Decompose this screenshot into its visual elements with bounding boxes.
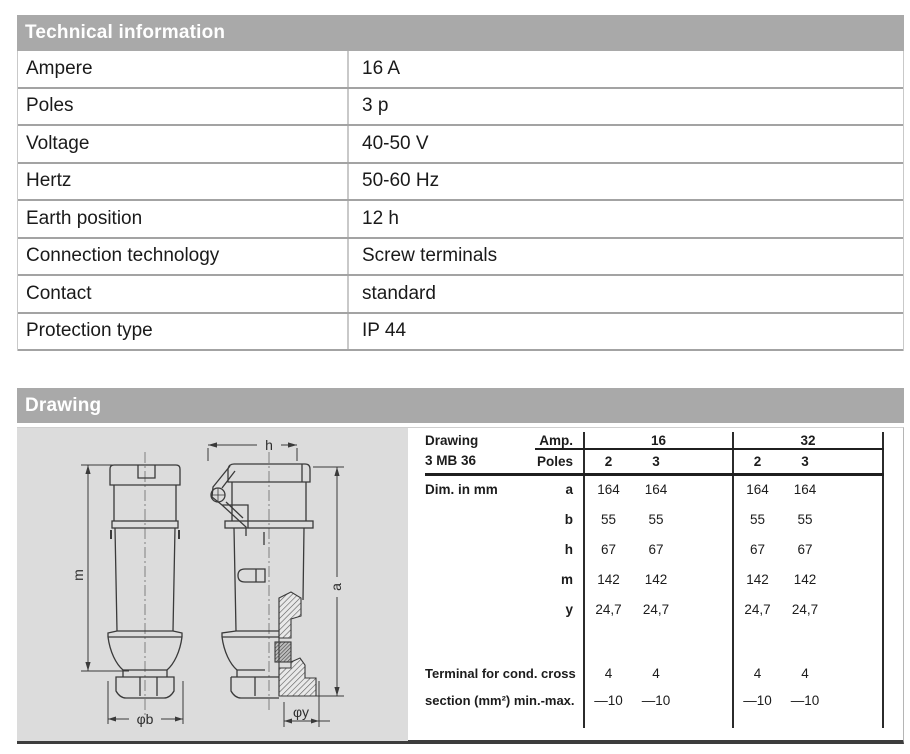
dim-value: 164: [793, 482, 817, 498]
pole-col: 2: [733, 449, 781, 474]
poles-header-row: [425, 449, 883, 474]
dim-value: 142: [733, 564, 781, 594]
dim-label-phi-b: φb: [136, 711, 154, 727]
dim-value: 24,7: [791, 601, 819, 617]
dim-row-y: [425, 594, 883, 624]
tech-info-title: Technical information: [25, 22, 226, 43]
spec-row: [18, 314, 903, 352]
dim-value: 164: [644, 482, 668, 498]
dim-row-a: [425, 474, 883, 504]
drawing-title: Drawing: [25, 395, 102, 416]
terminal-row-2: [425, 688, 883, 728]
dim-unit-label: Dim. in mm: [425, 482, 498, 498]
dim-value: 164: [584, 474, 632, 504]
dim-value: 164: [733, 474, 781, 504]
drawing-header: [17, 388, 904, 423]
spec-value: 50-60 Hz: [362, 170, 440, 192]
terminal-value: —10: [733, 688, 781, 728]
terminal-label-line2: section (mm²) min.-max.: [425, 693, 575, 708]
dim-key: a: [565, 482, 573, 498]
drawing-panel: [17, 427, 904, 744]
terminal-value: 4: [801, 665, 809, 681]
spec-label: Earth position: [18, 201, 349, 237]
terminal-label-line1: Terminal for cond. cross: [425, 665, 576, 681]
front-view-figure: [70, 452, 183, 727]
dimension-table: [425, 432, 884, 728]
dim-key: y: [565, 601, 573, 617]
spec-label: Voltage: [18, 126, 349, 162]
dim-value: 55: [797, 511, 813, 527]
dim-label-h: h: [265, 437, 273, 453]
spec-row: [18, 239, 903, 277]
model-number: 3 MB 36: [425, 449, 535, 474]
amp-group-16: 16: [584, 432, 733, 449]
dim-value: 24,7: [642, 601, 670, 617]
terminal-row-1: [425, 658, 883, 688]
dim-value: 55: [733, 504, 781, 534]
terminal-value: —10: [584, 688, 632, 728]
dim-key: h: [564, 541, 573, 557]
dimension-a: [309, 467, 344, 696]
dim-value: 142: [644, 571, 668, 587]
spec-value: 40-50 V: [362, 132, 429, 154]
dim-value: 142: [584, 564, 632, 594]
spec-value: 3 p: [362, 95, 389, 117]
terminal-value: 4: [733, 658, 781, 688]
tech-info-table: [17, 51, 904, 351]
dim-value: 67: [797, 541, 813, 557]
dim-value: 55: [584, 504, 632, 534]
dim-value: 142: [793, 571, 817, 587]
dim-value: 67: [648, 541, 664, 557]
tech-info-header: [17, 15, 904, 51]
spec-value: IP 44: [362, 320, 407, 342]
amp-header-row: [425, 432, 883, 449]
pole-col: 3: [781, 449, 829, 474]
spec-label: Protection type: [18, 314, 349, 350]
spacer-row: [425, 624, 883, 658]
poles-label: Poles: [535, 449, 584, 474]
amp-group-32: 32: [733, 432, 883, 449]
spec-row: [18, 164, 903, 202]
side-view-figure: [208, 437, 344, 727]
spec-value: Screw terminals: [362, 245, 498, 267]
figure-area: [17, 428, 408, 741]
dim-row-b: [425, 504, 883, 534]
section-cut-hatching: [275, 592, 316, 696]
spec-label: Hertz: [18, 164, 349, 200]
dim-row-m: [425, 564, 883, 594]
spec-row: [18, 201, 903, 239]
terminal-value: —10: [790, 693, 820, 708]
spec-row: [18, 276, 903, 314]
spec-value: 12 h: [362, 207, 399, 229]
drawing-label: Drawing: [425, 433, 479, 448]
dim-key: b: [564, 511, 573, 527]
dim-key: m: [560, 571, 573, 587]
dim-label-phi-y: φy: [292, 704, 310, 720]
spec-label: Ampere: [18, 51, 349, 87]
dim-value: 55: [648, 511, 664, 527]
dim-value: 24,7: [733, 594, 781, 624]
spec-row: [18, 126, 903, 164]
connector-technical-drawing: [17, 428, 408, 741]
amp-label: Amp.: [535, 432, 584, 449]
pole-col: 2: [584, 449, 632, 474]
dim-value: 67: [733, 534, 781, 564]
dimension-h: [208, 442, 297, 461]
dimension-m: [81, 465, 129, 671]
terminal-value: 4: [652, 665, 660, 681]
pole-col: 3: [632, 449, 680, 474]
spec-row: [18, 89, 903, 127]
spec-value: standard: [362, 282, 436, 304]
spec-value: 16 A: [362, 57, 401, 79]
spec-label: Contact: [18, 276, 349, 312]
dim-label-a: a: [328, 583, 344, 591]
dim-label-m: m: [70, 569, 86, 581]
terminal-value: 4: [584, 658, 632, 688]
dim-value: 67: [584, 534, 632, 564]
dim-value: 24,7: [584, 594, 632, 624]
terminal-value: —10: [641, 693, 671, 708]
dim-row-h: [425, 534, 883, 564]
spec-row: [18, 51, 903, 89]
spec-label: Poles: [18, 89, 349, 125]
spec-label: Connection technology: [18, 239, 349, 275]
